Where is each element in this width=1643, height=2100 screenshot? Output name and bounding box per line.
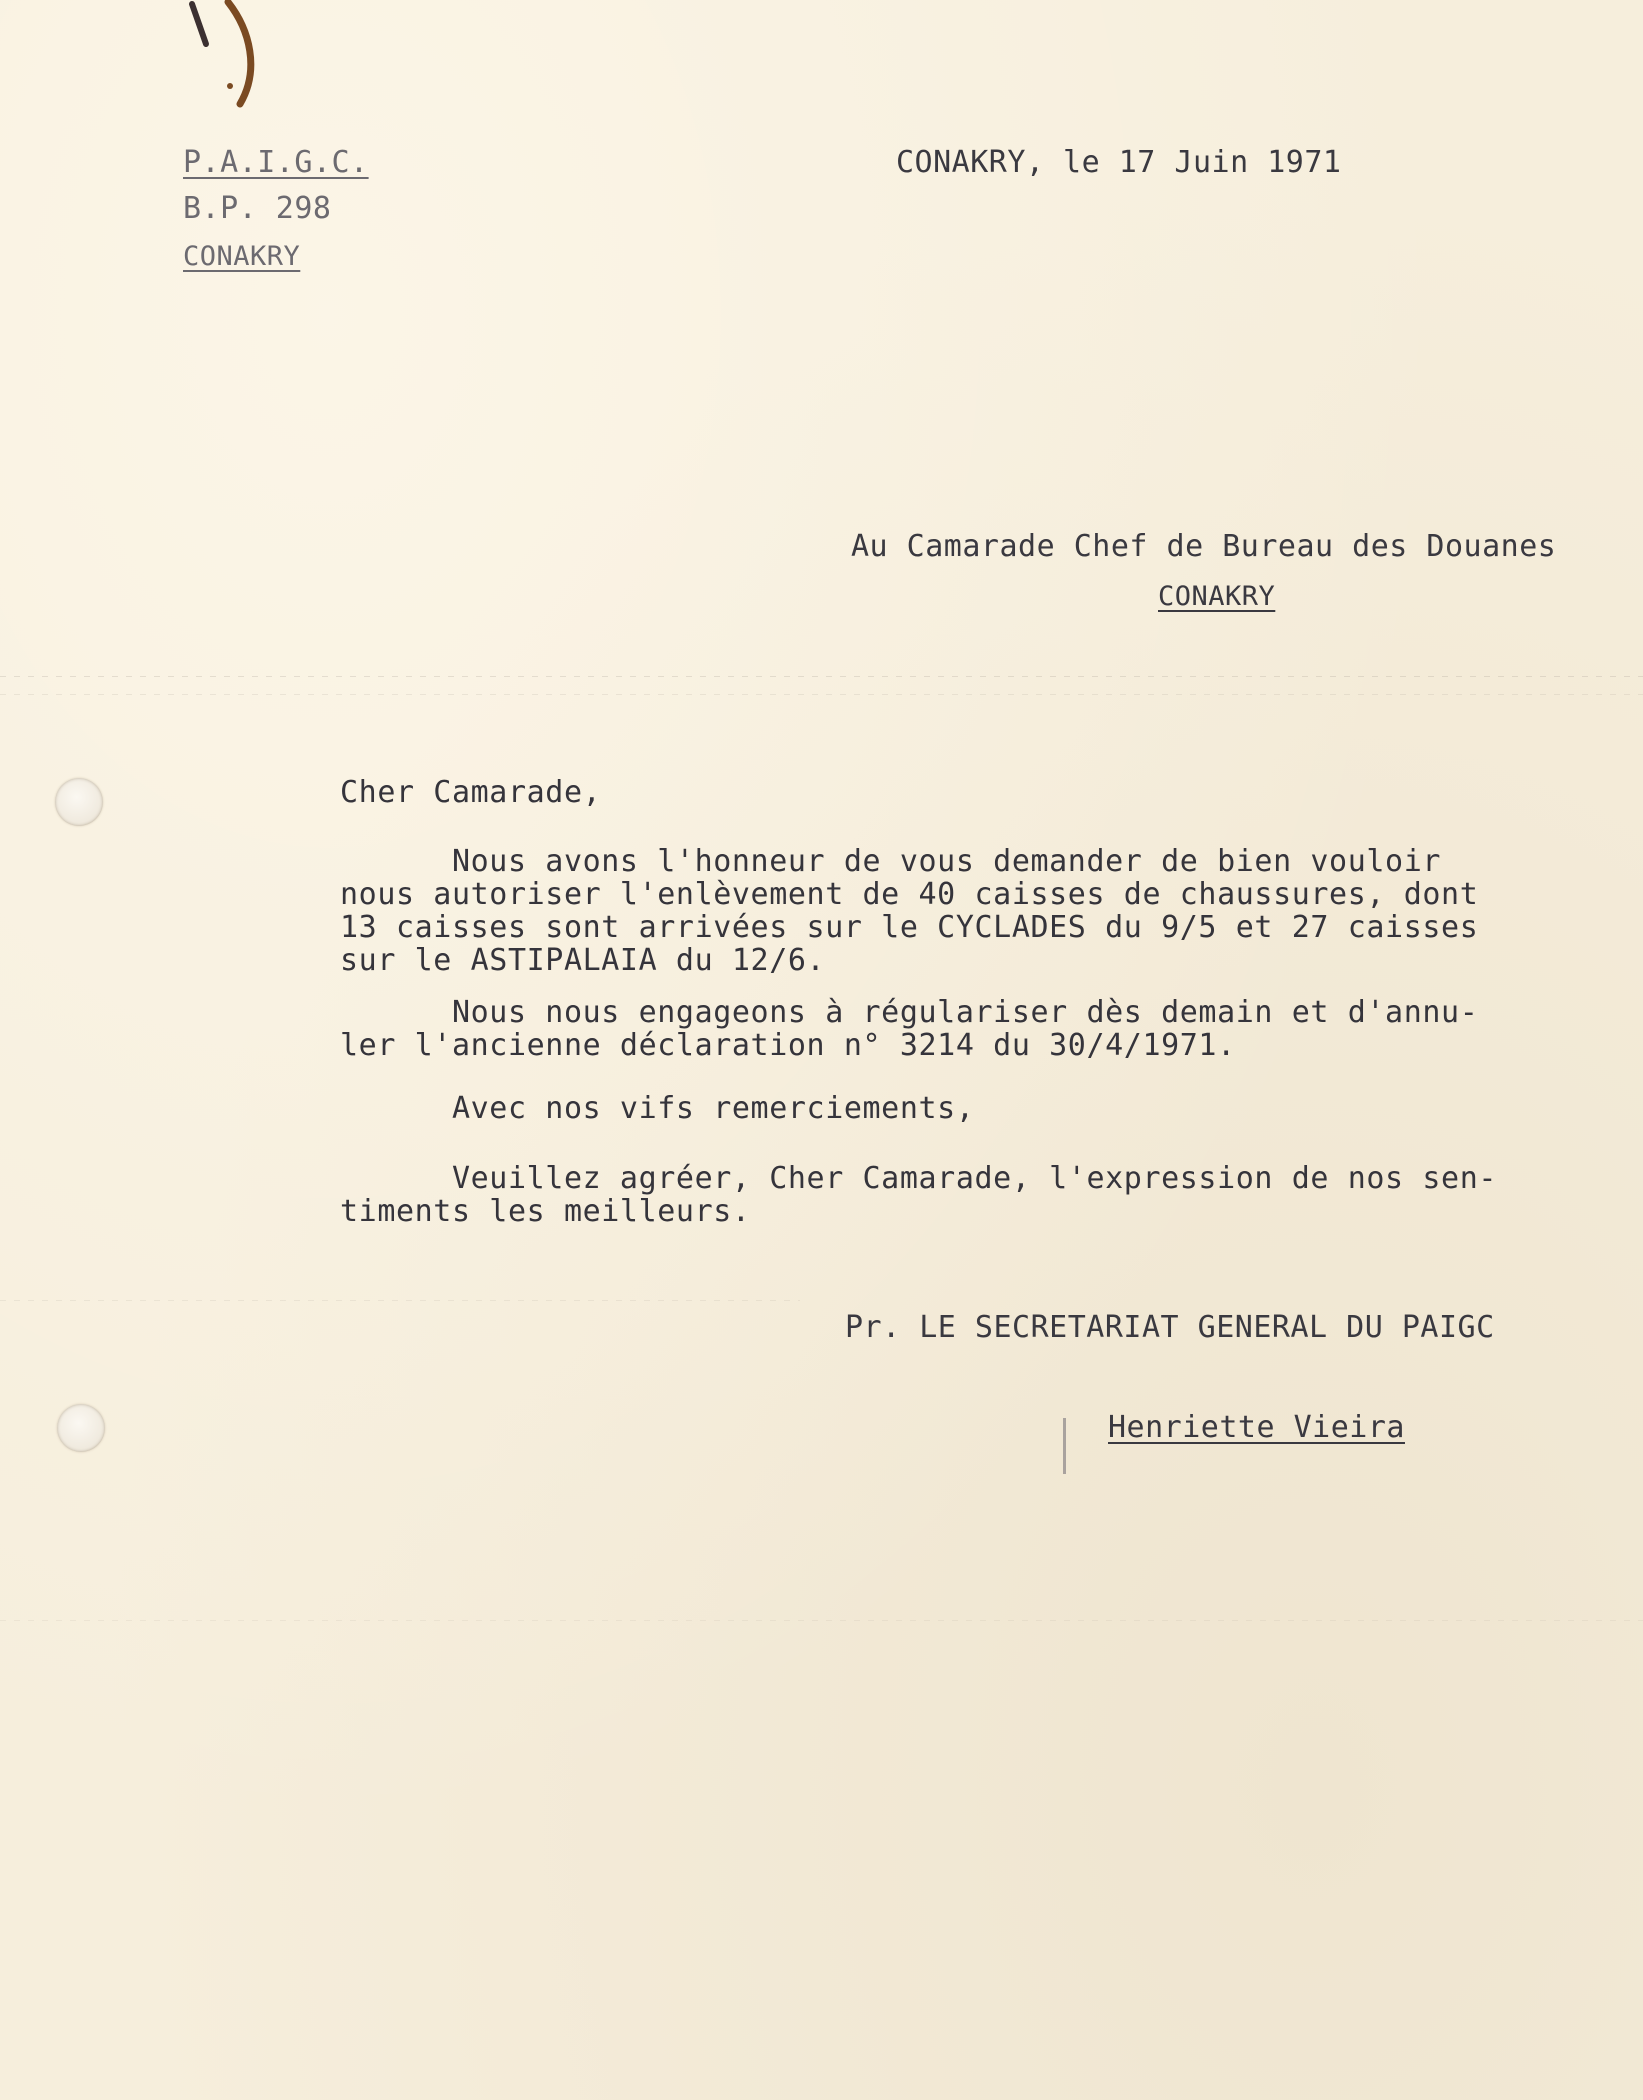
closing-line: timents les meilleurs. [340,1194,751,1229]
signature-on-behalf: Pr. LE SECRETARIAT GENERAL DU PAIGC [845,1310,1495,1345]
recipient-line: Au Camarade Chef de Bureau des Douanes [851,529,1557,564]
scan-artifact-line [0,694,1643,695]
letterhead-city: CONAKRY [183,241,301,272]
scan-artifact-line [0,676,1643,677]
body-paragraph-line: Nous nous engageons à régulariser dès demain et d'annu- [340,995,1479,1030]
body-paragraph-line: 13 caisses sont arrivées sur le CYCLADES du 9/5 et 27 caisses [340,910,1479,945]
salutation: Cher Camarade, [340,775,602,810]
punch-hole [55,778,103,826]
thanks-line: Avec nos vifs remerciements, [340,1091,975,1126]
date-line: CONAKRY, le 17 Juin 1971 [896,145,1342,180]
scan-artifact-line [0,1300,800,1301]
body-paragraph-line: ler l'ancienne déclaration n° 3214 du 30/4/1971. [340,1028,1236,1063]
body-paragraph-line: Nous avons l'honneur de vous demander de bien vouloir [340,844,1442,879]
body-paragraph-line: sur le ASTIPALAIA du 12/6. [340,943,826,978]
body-paragraph-line: nous autoriser l'enlèvement de 40 caisses de chaussures, dont [340,877,1479,912]
signatory-name: Henriette Vieira [1108,1410,1405,1445]
punch-hole [57,1404,105,1452]
staple-mark [180,0,290,120]
recipient-city: CONAKRY [1158,581,1276,612]
organization-name: P.A.I.G.C. [183,145,369,180]
scan-artifact-line [0,1620,1643,1621]
signature-mark [1063,1418,1066,1474]
postal-box: B.P. 298 [183,191,332,226]
closing-line: Veuillez agréer, Cher Camarade, l'expression de nos sen- [340,1161,1498,1196]
